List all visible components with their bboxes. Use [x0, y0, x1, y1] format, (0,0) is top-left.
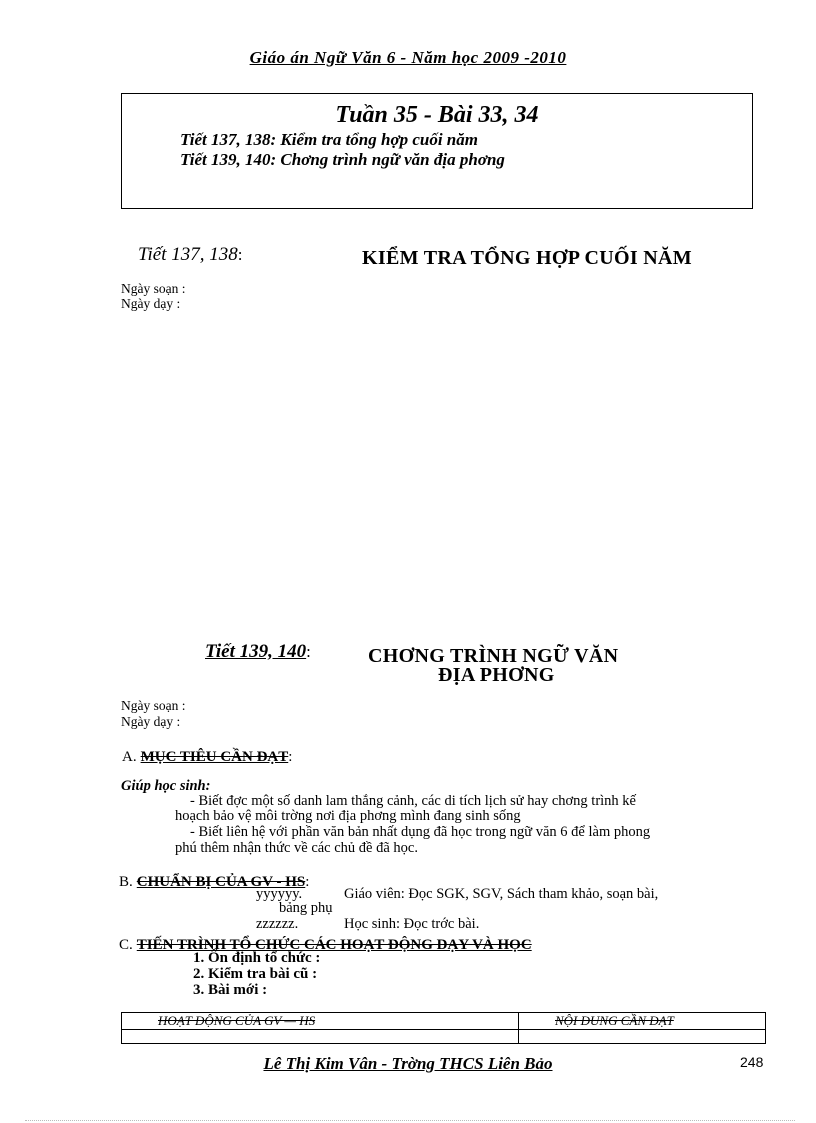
section-a-heading: [122, 748, 292, 766]
section-c-title: TIẾN TRÌNH TỔ CHỨC CÁC HOẠT ĐỘNG DẠY VÀ HỌC: [136, 937, 532, 953]
page-header: Giáo án Ngữ Văn 6 - Năm học 2009 -2010: [249, 48, 567, 67]
section-a-intro: Giúp học sinh:: [121, 778, 211, 794]
section-a-title: MỤC TIÊU CẦN ĐẠT: [140, 749, 289, 765]
section-a-p1-line2: hoạch bảo vệ môi trờng nơi địa phơng mình đang sinh sống: [175, 808, 521, 824]
lesson2-label: Tiết 139, 140: [205, 641, 307, 662]
section-b-gv-marker: yyyyyy.: [256, 886, 303, 902]
section-a-p1-line1: - Biết đợc một số danh lam thắng cảnh, các di tích lịch sử hay chơng trình kế: [190, 793, 636, 809]
section-b-letter: B.: [119, 874, 133, 890]
table-header-activities: HOẠT ĐỘNG CỦA GV — HS: [122, 1013, 519, 1030]
section-c-item-2: 2. Kiểm tra bài cũ :: [193, 966, 318, 982]
page-bottom-divider: [25, 1120, 795, 1121]
box-line-1: Tiết 137, 138: Kiểm tra tổng hợp cuối năm: [180, 130, 478, 149]
section-c-item-3: 3. Bài mới :: [193, 982, 268, 998]
table-cell: [122, 1030, 519, 1044]
section-b-gv-text2: bảng phụ: [279, 900, 333, 916]
section-c-heading: [119, 936, 532, 954]
lesson2-ngay-day: Ngày dạy :: [121, 714, 181, 729]
page-number: 248: [740, 1054, 764, 1070]
section-a-p2-line2: phú thêm nhận thức về các chủ đề đã học.: [175, 840, 418, 856]
lesson1-heading: [138, 244, 243, 266]
section-c-letter: C.: [119, 937, 133, 953]
lesson1-colon: :: [237, 245, 243, 264]
table-header-content: NỘI DUNG CẦN ĐẠT: [519, 1013, 766, 1030]
lesson2-colon: :: [306, 642, 311, 661]
lesson1-title: KIỂM TRA TỔNG HỢP CUỐI NĂM: [362, 247, 692, 269]
title-box: [121, 93, 753, 209]
table-cell: [519, 1030, 766, 1044]
lesson2-title-line1: CHƠNG TRÌNH NGỮ VĂN: [368, 645, 619, 667]
lesson1-ngay-day: Ngày dạy :: [121, 296, 181, 311]
lesson1-ngay-soan: Ngày soạn :: [121, 281, 186, 296]
section-c-item-1: 1. Ổn định tổ chức :: [193, 950, 321, 966]
section-b-gv-text: Giáo viên: Đọc SGK, SGV, Sách tham khảo, soạn bài,: [344, 886, 659, 902]
box-line-2: Tiết 139, 140: Chơng trình ngữ văn địa phơng: [180, 150, 505, 169]
lesson2-ngay-soan: Ngày soạn :: [121, 698, 186, 713]
activity-table: [121, 1012, 766, 1042]
section-b-hs-marker: zzzzzz.: [256, 916, 299, 932]
section-a-letter: A.: [122, 749, 137, 765]
section-a-p2-line1: - Biết liên hệ với phần văn bản nhất dụng đã học trong ngữ văn 6 để làm phong: [190, 824, 651, 840]
lesson2-heading: [205, 641, 311, 663]
week-lesson-title: Tuần 35 - Bài 33, 34: [335, 102, 539, 128]
section-b-colon: :: [305, 874, 310, 890]
section-a-colon: :: [288, 749, 293, 765]
lesson1-label: Tiết 137, 138: [138, 244, 238, 265]
section-b-hs-text: Học sinh: Đọc trớc bài.: [344, 916, 480, 932]
lesson2-title-line2: ĐỊA PHƠNG: [438, 664, 555, 686]
section-b-title: CHUẨN BỊ CỦA GV - HS: [136, 874, 306, 890]
page-footer: Lê Thị Kim Vân - Trờng THCS Liên Bảo: [263, 1054, 553, 1073]
